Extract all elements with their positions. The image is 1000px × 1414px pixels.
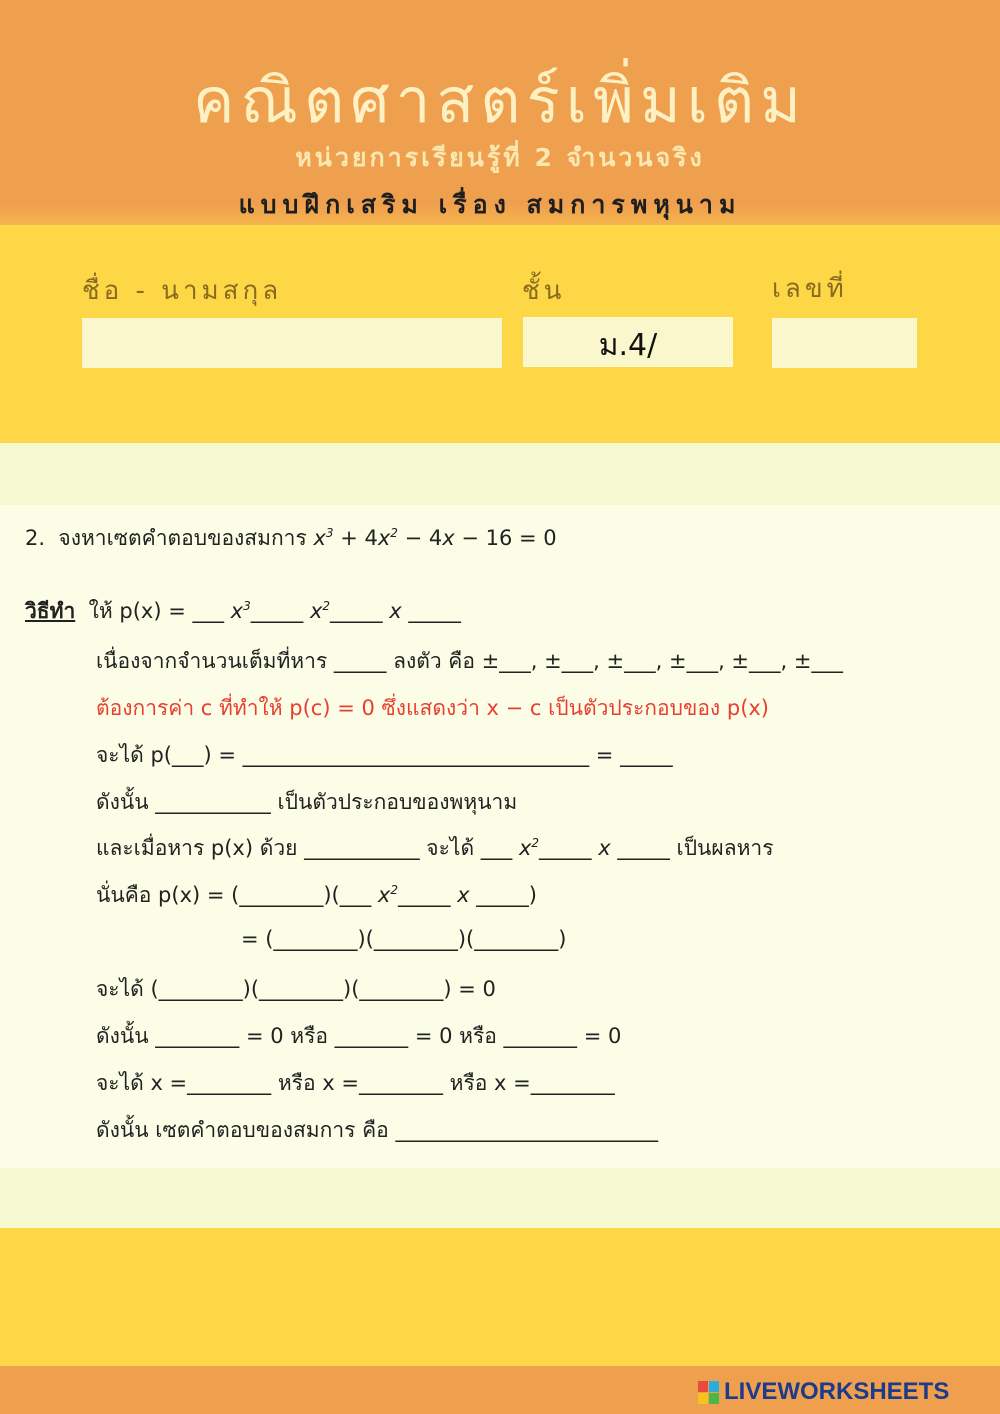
name-label: ชื่อ - นามสกุล (82, 276, 283, 306)
blank[interactable]: _____ (330, 599, 383, 623)
solution-line-12: ดังนั้น เซตคำตอบของสมการ คือ _________________________ (96, 1118, 658, 1142)
liveworksheets-logo[interactable]: LIVEWORKSHEETS (724, 1378, 950, 1405)
blank[interactable]: _____ (539, 836, 592, 860)
solution-line-11: จะได้ x =________ หรือ x =________ หรือ x =________ (96, 1071, 615, 1095)
question-line (25, 522, 557, 555)
question-prompt: จงหาเซตคำตอบของสมการ (58, 526, 307, 550)
hint-line: ต้องการค่า c ที่ทำให้ p(c) = 0 ซึ่งแสดงว่า x − c เป็นตัวประกอบของ p(x) (96, 696, 770, 720)
bottom-band (0, 1228, 1000, 1368)
number-label: เลขที่ (772, 274, 848, 304)
solution-line-1: วิธีทำ ให้ p(x) = ___ $x^3\_\_\_\_\_$ $x^2\_\_\_\_\_$ x _____ (25, 599, 461, 623)
class-label: ชั้น (522, 276, 566, 306)
equation: $x^3 + 4x^2 - 4x - 16 = 0$ (313, 526, 557, 550)
liveworksheets-logo-icon (698, 1381, 720, 1405)
blank[interactable]: _____ (408, 599, 461, 623)
spacer-band (0, 443, 1000, 505)
worksheet-title: แบบฝึกเสริม เรื่อง สมการพหุนาม (238, 190, 742, 219)
factored-form: นั่นคือ p(x) = (________)(___ (96, 883, 372, 907)
solution-line-8: = (________)(________)(________) (241, 927, 567, 951)
solution-line-7: นั่นคือ p(x) = (________)(___ $x^2\_\_\_\_\_$ x _____) (96, 883, 537, 907)
blank[interactable]: _____ (397, 883, 451, 907)
student-number-input[interactable] (772, 318, 917, 368)
p-definition: ให้ p(x) = ___ (88, 599, 224, 623)
solution-line-2: เนื่องจากจำนวนเต็มที่หาร _____ ลงตัว คือ ±___, ±___, ±___, ±___, ±___, ±___ (96, 649, 843, 673)
solution-line-9: จะได้ (________)(________)(________) = 0 (96, 977, 496, 1001)
unit-subtitle: หน่วยการเรียนรู้ที่ 2 จำนวนจริง (295, 143, 705, 172)
quotient-text: _____ เป็นผลหาร (617, 836, 774, 860)
solution-label: วิธีทำ (25, 599, 76, 623)
page-title: คณิตศาสตร์เพิ่มเติม (192, 64, 808, 137)
question-number: 2. (25, 526, 46, 550)
solution-line-4: จะได้ p(___) = _________________________________ = _____ (96, 743, 673, 767)
class-input[interactable]: ม.4/ (523, 317, 733, 367)
blank[interactable]: _____ (250, 599, 304, 623)
spacer-band-bottom (0, 1168, 1000, 1228)
name-input[interactable] (82, 318, 502, 368)
solution-line-10: ดังนั้น ________ = 0 หรือ _______ = 0 หรือ _______ = 0 (96, 1024, 622, 1048)
blank[interactable]: _____) (476, 883, 537, 907)
solution-line-6: และเมื่อหาร p(x) ด้วย ___________ จะได้ ___ $x^2\_\_\_\_\_$ x _____ เป็นผลหาร (96, 836, 774, 860)
division-text: และเมื่อหาร p(x) ด้วย ___________ จะได้ ___ (96, 836, 513, 860)
solution-line-5: ดังนั้น ___________ เป็นตัวประกอบของพหุนาม (96, 790, 518, 814)
